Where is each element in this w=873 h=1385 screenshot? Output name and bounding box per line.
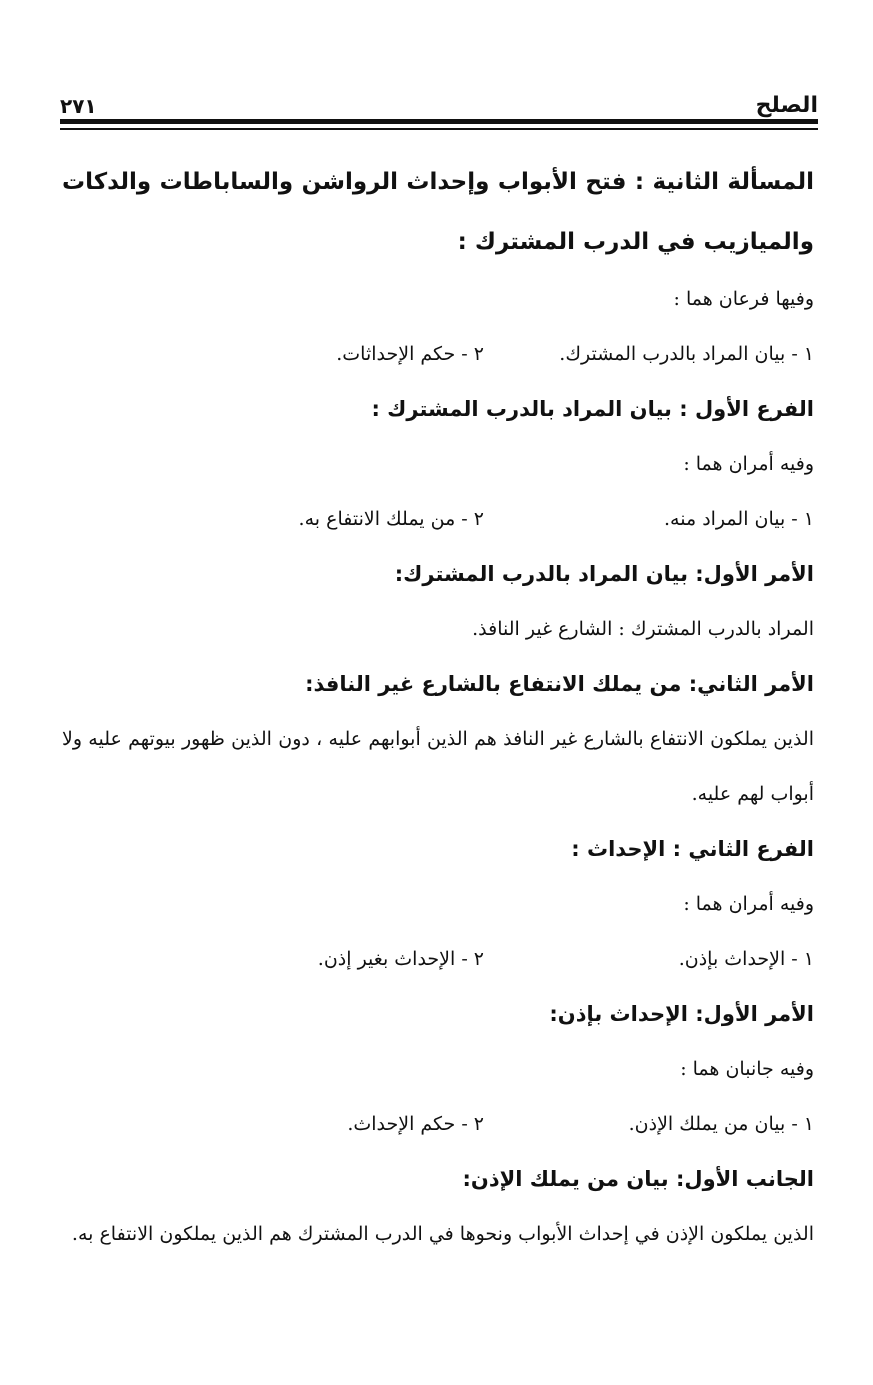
paragraph: الذين يملكون الانتفاع بالشارع غير النافذ هم الذين أبوابهم عليه ، دون الذين ظهور بيوتهم عليه ولا أبواب لهم عليه. [62,728,814,805]
list-item: ١ - الإحداث بإذن. [678,948,814,970]
subheading: الفرع الثاني : الإحداث : [571,837,814,861]
paragraph: الذين يملكون الإذن في إحداث الأبواب ونحوها في الدرب المشترك هم الذين يملكون الانتفاع به. [71,1223,814,1245]
numbered-list [62,1097,814,1152]
subheading: الأمر الأول: الإحداث بإذن: [549,1002,814,1026]
running-title: الصلح [755,93,818,118]
page-number: ٢٧١ [60,94,97,118]
list-item: ٢ - من يملك الانتفاع به. [298,508,484,530]
list-item: ٢ - حكم الإحداثات. [336,343,484,365]
paragraph: وفيه أمران هما : [683,893,814,915]
subheading: الأمر الثاني: من يملك الانتفاع بالشارع غير النافذ: [305,672,814,696]
paragraph: وفيه أمران هما : [683,453,814,475]
page-content [62,152,814,1262]
list-item: ٢ - الإحداث بغير إذن. [317,948,484,970]
header-rule-thick [60,119,818,124]
section-heading: المسألة الثانية : فتح الأبواب وإحداث الرواشن والساباطات والدكات والميازيب في الدرب المشترك : [62,169,814,255]
list-item: ١ - بيان من يملك الإذن. [628,1113,814,1135]
numbered-list [62,327,814,382]
numbered-list [62,492,814,547]
subheading: الأمر الأول: بيان المراد بالدرب المشترك: [394,562,814,586]
subheading: الفرع الأول : بيان المراد بالدرب المشترك : [371,397,814,421]
list-item: ١ - بيان المراد منه. [664,508,814,530]
list-item: ١ - بيان المراد بالدرب المشترك. [559,343,814,365]
paragraph: وفيها فرعان هما : [673,288,814,310]
list-item: ٢ - حكم الإحداث. [347,1113,484,1135]
paragraph: المراد بالدرب المشترك : الشارع غير النافذ. [472,618,814,640]
numbered-list [62,932,814,987]
subheading: الجانب الأول: بيان من يملك الإذن: [462,1167,814,1191]
running-header [60,82,818,118]
header-rule-thin [60,128,818,130]
paragraph: وفيه جانبان هما : [680,1058,814,1080]
